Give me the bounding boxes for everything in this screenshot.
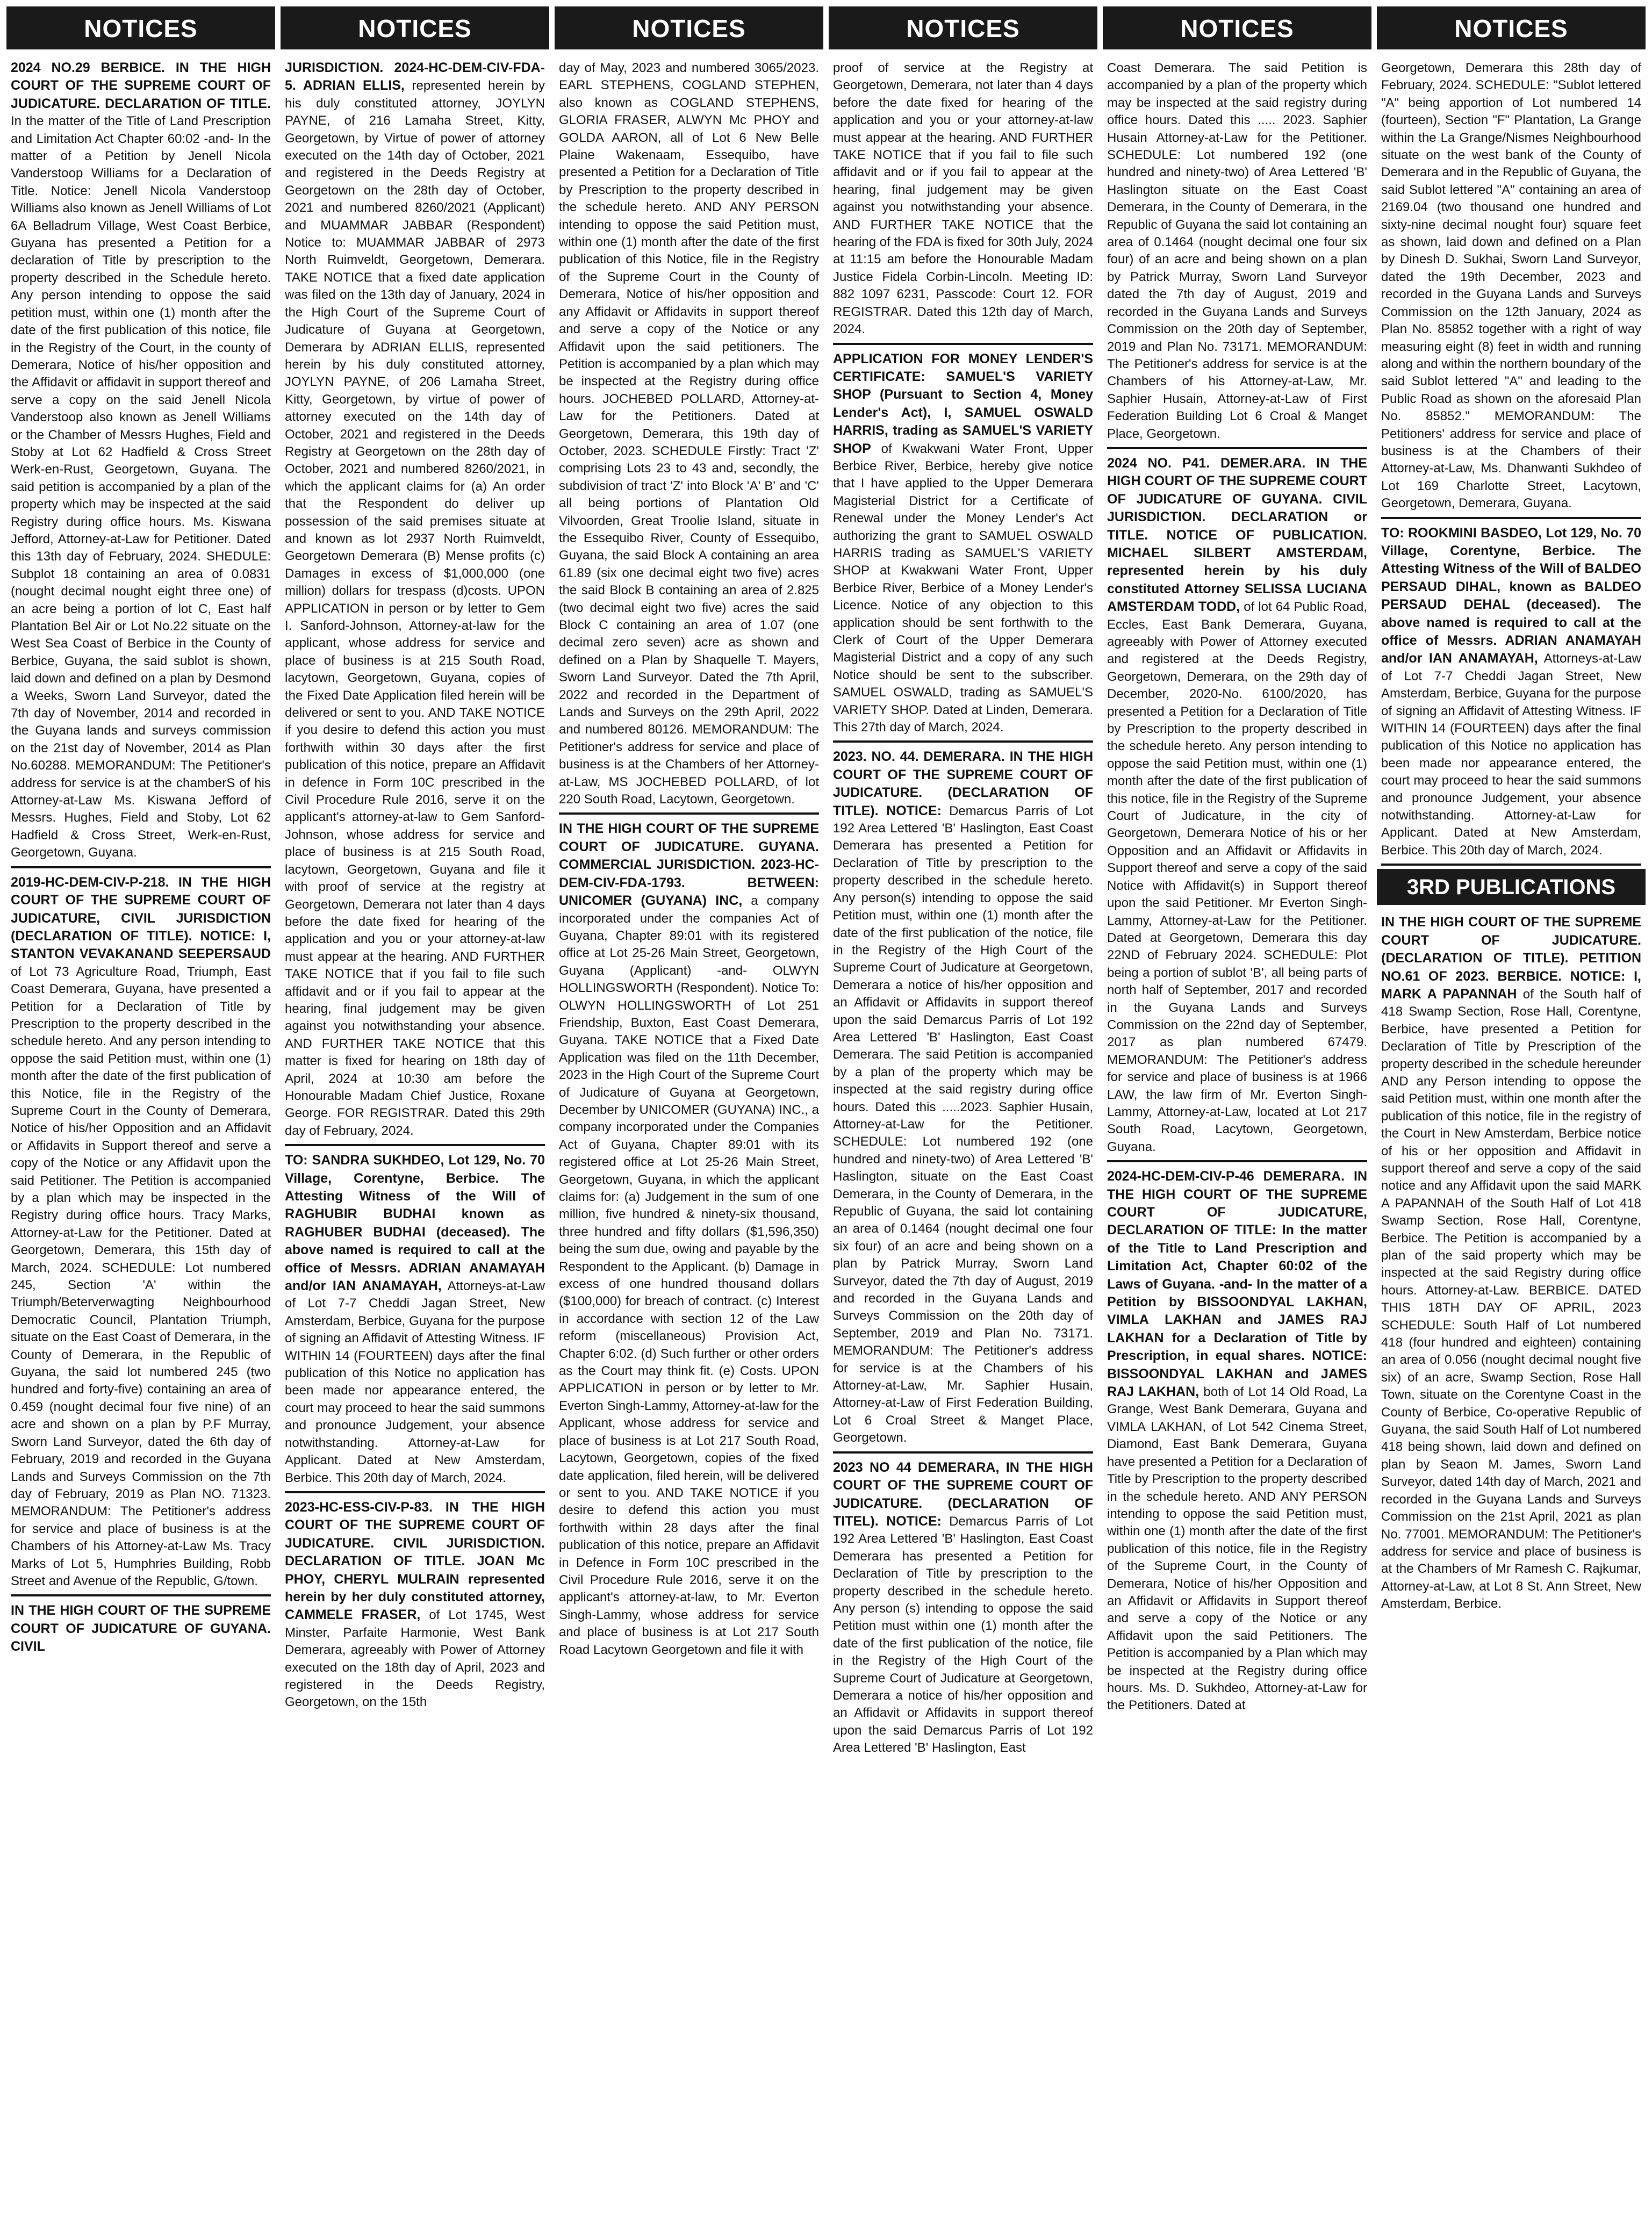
- notice: [559, 56, 819, 815]
- notice: [833, 1456, 1093, 1761]
- notice: [11, 56, 271, 868]
- notice-body: Georgetown, Demerara this 28th day of February, 2024. SCHEDULE: "Sublot lettered "A" being apportion of Lot numbered 14 (fourteen), Section "F" Plantation, La Grange within the La Grange/Nismes Neighbourhood situate on the west bank of the County of Demerara and in the Republic of Guyana, the said Sublot lettered "A" containing an area of 2169.04 (two thousand one hundred and sixty-nine decimal nought four) square feet as shown, laid down and defined on a Plan by Dinesh D. Sukhai, Sworn Land Surveyor, dated the 19th December, 2023 and recorded in the Guyana Lands and Surveys Commission on the 12th January, 2024 as Plan No. 85852 together with a right of way measuring eight (8) feet in width and running along and within the northern boundary of the said Sublot lettered "A" and leading to the Public Road as shown on the aforesaid Plan No. 85852." MEMORANDUM: The Petitioners' address for service and place of business is at the Chambers of their Attorney-at-Law, Ms. Dhanwanti Sukhdeo of Lot 169 Charlotte Street, Lacytown, Georgetown, Demerara, Guyana.: [1381, 61, 1641, 511]
- notice: [1107, 1164, 1367, 1719]
- notice-heading: 2024 NO. P41. DEMER.ARA. IN THE HIGH COURT OF THE SUPREME COURT OF JUDICATURE OF GUYANA. CIVIL JURISDICTION. DECLARATION or TITLE. NOTICE OF PUBLICATION. MICHAEL SILBERT AMSTERDAM, represented herein by his duly constituted Attorney SELISSA LUCIANA AMSTERDAM TODD,: [1107, 455, 1367, 615]
- column-header: NOTICES: [1377, 6, 1646, 49]
- column-3: [555, 6, 823, 2223]
- notice: [285, 56, 545, 1146]
- notice-body: of Lot 1745, West Minster, Parfaite Harmonie, West Bank Demerara, agreeably with Power of Attorney executed on the 18th day of April, 2023 and registered in the Deeds Registry, Georgetown, on the 15th: [285, 1608, 545, 1710]
- notice-body: both of Lot 14 Old Road, La Grange, West Bank Demerara, Guyana and VIMLA LAKHAN, of Lot 542 Cinema Street, Diamond, East Bank Demerara, Guyana have presented a Petition for a Declaration of Title by Prescription to the property described in the schedule hereto. AND ANY PERSON intending to oppose the said Petition must, within one (1) month after the date of the first publication of this notice, file in the Registry of the Supreme Court, in the County of Demerara, Notice of his/her Opposition and an Affidavit or Affidavits in Support thereof and serve a copy of the Notice or any Affidavit upon the said Petitioners. The Petition is accompanied by a Plan which may be inspected at the Registry during office hours. Ms. D. Sukhdeo, Attorney-at-Law for the Petitioners. Dated at: [1107, 1385, 1367, 1713]
- column-body: [281, 49, 549, 2223]
- column-body: [1377, 49, 1646, 2223]
- column-body: [1103, 49, 1371, 2223]
- notice: [1107, 56, 1367, 449]
- notice-heading: IN THE HIGH COURT OF THE SUPREME COURT OF JUDICATURE. (DECLARATION OF TITLE). PETITION NO.61 OF 2023. BERBICE. NOTICE: I, MARK A PAPANNAH: [1381, 915, 1641, 1002]
- notice-heading: TO: SANDRA SUKHDEO, Lot 129, No. 70 Village, Corentyne, Berbice. The Attesting Witness of the Will of RAGHUBIR BUDHAI known as RAGHUBER BUDHAI (deceased). The above named is required to call at the office of Messrs. ADRIAN ANAMAYAH and/or IAN ANAMAYAH,: [285, 1153, 545, 1294]
- notice-body: of Lot 73 Agriculture Road, Triumph, East Coast Demerara, Guyana, have presented a Petition for a Declaration of Title by Prescription to the property described in the schedule hereto. And any person intending to oppose the said Petition must, within one (1) month after the date of the first publication of this Notice, file in the Registry of the Supreme Court in the County of Demerara, Notice of his/her Opposition and an Affidavit or Affidavits in Support thereof and serve a copy of the Notice or any Affidavit upon the said Petitioner. The Petition is accompanied by a plan which may be inspected in the Registry during office hours. Tracy Marks, Attorney-at-Law for the Petitioner. Dated at Georgetown, Demerara, this 15th day of March, 2024. SCHEDULE: Lot numbered 245, Section 'A' within the Triumph/Beterverwagting Neighbourhood Democratic Council, Plantation Triumph, situate on the East Coast of Demerara, in the County of Demerara, in the Republic of Guyana, the said lot numbered 245 (two hundred and forty-five) containing an area of 0.459 (nought decimal four five nine) of an acre and shown on a plan by P.F Murray, Sworn Land Surveyor, dated the 6th day of February, 2019 and recorded in the Guyana Lands and Surveys Commission on the 7th day of February, 2019 as Plan NO. 71323. MEMORANDUM: The Petitioner's address for service and place of business is at the Chambers of his Attorney-at-Law Ms. Tracy Marks of Lot 5, Humphries Building, Robb Street and Avenue of the Republic, G/town.: [11, 964, 271, 1588]
- notice-heading: IN THE HIGH COURT OF THE SUPREME COURT OF JUDICATURE. GUYANA. COMMERCIAL JURISDICTION. 2023-HC-DEM-CIV-FDA-1793. BETWEEN: UNICOMER (GUYANA) INC,: [559, 821, 819, 909]
- notice-body: represented herein by his duly constituted attorney, JOYLYN PAYNE, of 216 Lamaha Street, Kitty, Georgetown, by Virtue of power of attorney executed on the 14th day of October, 2021 and registered in the Deeds Registry at Georgetown on the 28th day of October, 2021 and numbered 8260/2021 (Applicant) and MUAMMAR JABBAR (Respondent) Notice to: MUAMMAR JABBAR of 2973 North Ruimveldt, Georgetown, Demerara. TAKE NOTICE that a fixed date application was filed on the 13th day of January, 2024 in the High Court of the Supreme Court of Judicature of Guyana at Georgetown, Demerara by ADRIAN ELLIS, represented herein by his duly constituted attorney, JOYLYN PAYNE, of 206 Lamaha Street, Kitty, Georgetown, by virtue of power of attorney executed on the 14th day of October, 2021 and registered in the Deeds Registry at Georgetown on the 28th day of October, 2021 and numbered 8260/2021, in which the applicant claims for (a) An order that the Respondent do deliver up possession of the said premises situate at and known as lot 2937 North Ruimveldt, Georgetown Demerara (B) Mense profits (c) Damages in excess of $1,000,000 (one million) dollars for trespass (d)costs. UPON APPLICATION in person or by letter to Gem I. Sanford-Johnson, Attorney-at-law for the applicant, whose address for service and place of business is at 215 South Road, lacytown, Georgetown, Guyana, copies of the Fixed Date Application filed herein will be delivered or sent to you. AND TAKE NOTICE if you desire to defend this action you must forthwith within 30 days after the first publication of this notice, prepare an Affidavit in defence in Form 10C prescribed in the Civil Procedure Rule 2016, serve it on the applicant's attorney-at-law to Gem Sanford-Johnson, whose address for service and place of business is at 215 South Road, lacytown, Georgetown, Guyana and file it with proof of service at the registry at Georgetown, Demerara not later than 4 days before the date fixed for hearing of the application and you or your attorney-at-law must appear at the hearing. AND FURTHER TAKE NOTICE that if you fail to file such affidavit and or if you fail to appear at the hearing, final judgement may be given against you notwithstanding your absence. AND FURTHER TAKE NOTICE that this matter is fixed for hearing on 18th day of April, 2024 at 10:30 am before the Honourable Madam Chief Justice, Roxane George. FOR REGISTRAR. Dated this 29th day of February, 2024.: [285, 78, 545, 1138]
- notice-body: of the South half of 418 Swamp Section, Rose Hall, Corentyne, Berbice, have presented a Petition for Declaration of Title by Prescription of the property described in the schedule hereunder AND any Person intending to oppose the said Petition must, within one month after the publication of this notice, file in the registry of the Court in New Amsterdam, Berbice notice of his or her opposition and Affidavit in support thereof and serve a copy of the said notice and any Affidavit upon the said MARK A PAPANNAH of the South Half of Lot 418 Swamp Section, Rose Hall, Corentyne, Berbice. The Petition is accompanied by a plan of the said property which may be inspected at the said Registry during office hours. Attorney-at-Law. BERBICE. DATED THIS 18TH DAY OF APRIL, 2023 SCHEDULE: South Half of Lot numbered 418 (four hundred and eighteen) containing an area of 0.056 (nought decimal nought five six) of an acre, Swamp Section, Rose Hall Town, situate on the Corentyne Coast in the County of Berbice, Co-operative Republic of Guyana, the said South Half of Lot numbered 418 being shown, laid down and defined on plan by Seaon M. James, Sworn Land Surveyor, dated 14th day of March, 2021 and recorded in the Guyana Lands and Surveys Commission on the 21st April, 2021 as plan No. 77001. MEMORANDUM: The Petitioner's address for service and place of business is at the Chambers of Mr Ramesh C. Rajkumar, Attorney-at-Law, at Lot 8 St. Ann Street, New Amsterdam, Berbice.: [1381, 987, 1642, 1612]
- column-5: [1103, 6, 1371, 2223]
- notice-heading: 2024 NO.29 BERBICE. IN THE HIGH COURT OF THE SUPREME COURT OF JUDICATURE. DECLARATION OF TITLE.: [11, 60, 271, 111]
- notice: [1381, 56, 1641, 519]
- notice-heading: 2024-HC-DEM-CIV-P-46 DEMERARA. IN THE HIGH COURT OF THE SUPREME COURT OF JUDICATURE, DECLARATION OF TITLE: In the matter of the Title to Land Prescription and Limitation Act, Chapter 60:02 of the Laws of Guyana. -and- In the matter of a Petition by BISSOONDYAL LAKHAN, VIMLA LAKHAN and JAMES RAJ LAKHAN for a Declaration of Title by Prescription, in equal shares. NOTICE: BISSOONDYAL LAKHAN and JAMES RAJ LAKHAN,: [1107, 1169, 1367, 1400]
- column-header: NOTICES: [6, 6, 275, 49]
- column-header: NOTICES: [281, 6, 549, 49]
- notice-body: proof of service at the Registry at Georgetown, Demerara, not later than 4 days before the date fixed for hearing of the application and you or your attorney-at-law must appear at the hearing. AND FURTHER TAKE NOTICE that if you fail to file such affidavit and or if you fail to appear at the hearing, final judgement may be given against you notwithstanding your absence. AND FURTHER TAKE NOTICE that the hearing of the FDA is fixed for 30th July, 2024 at 11:15 am before the Honourable Madam Justice Fidela Corbin-Lincoln. Meeting ID: 882 1097 6231, Passcode: Court 12. FOR REGISTRAR. Dated this 12th day of March, 2024.: [833, 61, 1093, 337]
- notice-body: Demarcus Parris of Lot 192 Area Lettered 'B' Haslington, East Coast Demerara has presented a Petition for Declaration of Title by prescription to the property described in the schedule hereto. Any person(s) intending to oppose the said Petition must, within one (1) month after the date of the first publication of the notice, file in the Registry of the High Court of the Supreme Court of Judicature at Georgetown, Demerara a notice of his/her opposition and an Affidavit or Affidavits in support thereof upon the said Demarcus Parris of Lot 192 Area Lettered 'B' Haslington, East Coast Demerara. The said Petition is accompanied by a plan of the property which may be inspected at the said registry during office hours. Dated this .....2023. Saphier Husain, Attorney-at-Law for the Petitioner. SCHEDULE: Lot numbered 192 (one hundred and ninety-two) of Area Lettered 'B' Haslington, situate on the East Coast Demerara, in the County of Demerara, in the Republic of Guyana, the said lot containing an area of 0.1464 (nought decimal one four six four) of an acre and being shown on a plan by Patrick Murray, Sworn Land Surveyor, dated the 7th day of August, 2019 and recorded in the Guyana Lands and Surveys Commission on the 20th day of September, 2019 and Plan No. 73171. MEMORANDUM: The Petitioner's address for service is at the Chambers of his Attorney-at-Law, Mr. Saphier Husain, Attorney-at-Law of First Federation Building, Lot 6 Croal Street & Manget Place, Georgetown.: [833, 803, 1093, 1445]
- notice-heading: JURISDICTION. 2024-HC-DEM-CIV-FDA-5. ADRIAN ELLIS,: [285, 60, 545, 93]
- column-header: NOTICES: [1103, 6, 1371, 49]
- column-header: NOTICES: [555, 6, 823, 49]
- notice: [1381, 910, 1641, 1617]
- notice-heading: APPLICATION FOR MONEY LENDER'S CERTIFICATE: SAMUEL'S VARIETY SHOP (Pursuant to Section 4, Money Lender's Act), I, SAMUEL OSWALD HARRIS, trading as SAMUEL'S VARIETY SHOP: [833, 351, 1093, 456]
- notice-heading: 2023. NO. 44. DEMERARA. IN THE HIGH COURT OF THE SUPREME COURT OF JUDICATURE. (DECLARATION OF TITLE). NOTICE:: [833, 749, 1093, 818]
- notice-body: Attorneys-at-Law of Lot 7-7 Cheddi Jagan Street, New Amsterdam, Berbice, Guyana for the purpose of signing an Affidavit of Attesting Witness. IF WITHIN 14 (FOURTEEN) days after the final publication of this Notice no application has been made nor appearance entered, the court may proceed to hear the said summons and pronounce Judgement, your absence notwithstanding. Attorney-at-Law for Applicant. Dated at New Amsterdam, Berbice. This 20th day of March, 2024.: [1381, 651, 1642, 858]
- notice-body: Attorneys-at-Law of Lot 7-7 Cheddi Jagan Street, New Amsterdam, Berbice, Guyana for the purpose of signing an Affidavit of Attesting Witness. IF WITHIN 14 (FOURTEEN) days after the final publication of this Notice no application has been made nor appearance entered, the court may proceed to hear the said summons and pronounce Judgement, your absence notwithstanding. Attorney-at-Law for Applicant. Dated at New Amsterdam, Berbice. This 20th day of March, 2024.: [285, 1279, 545, 1485]
- notice: [1107, 451, 1367, 1162]
- section-subheader: 3RD PUBLICATIONS: [1377, 869, 1646, 905]
- notice-body: Demarcus Parris of Lot 192 Area Lettered 'B' Haslington, East Coast Demerara has presented a Petition for Declaration of Title by prescription to the property described in the schedule hereto. Any person (s) intending to oppose the said Petition must within one (1) month after the date of the first publication of the notice, file in the Registry of the High Court of the Supreme Court of Judicature at Georgetown, Demerara a notice of his/her opposition and an Affidavit or Affidavits in support thereof upon the said Demarcus Parris of Lot 192 Area Lettered 'B' Haslington, East: [833, 1514, 1093, 1756]
- column-2: [281, 6, 549, 2223]
- notice-heading: IN THE HIGH COURT OF THE SUPREME COURT OF JUDICATURE OF GUYANA. CIVIL: [11, 1603, 271, 1654]
- notice-body: of Kwakwani Water Front, Upper Berbice River, Berbice, hereby give notice that I have applied to the Upper Demerara Magisterial District for a Certificate of Renewal under the Money Lender's Act authorizing the grant to SAMUEL OSWALD HARRIS trading as SAMUEL'S VARIETY SHOP at Kwakwani Water Front, Upper Berbice River, Berbice of a Money Lender's Licence. Notice of any objection to this application should be sent forthwith to the Clerk of Court of the Upper Demerara Magisterial District and a copy of any such Notice should be sent to the subscriber. SAMUEL OSWALD, trading as SAMUEL'S VARIETY SHOP. Dated at Linden, Demerara. This 27th day of March, 2024.: [833, 441, 1093, 735]
- column-header: NOTICES: [829, 6, 1097, 49]
- notice: [559, 817, 819, 1663]
- notice-body: day of May, 2023 and numbered 3065/2023. EARL STEPHENS, COGLAND STEPHEN, also known as COGLAND STEPHENS, GLORIA FRASER, ALWYN Mc PHOY and GOLDA AARON, all of Lot 6 New Belle Plaine Wakenaam, Essequibo, have presented a Petition for a Declaration of Title by Prescription to the property described in the schedule hereto. AND ANY PERSON intending to oppose the said Petition must, within one (1) month after the date of the first publication of this Notice, file in the Registry of the Supreme Court in the County of Demerara, Notice of his/her opposition and any Affidavit or Affidavits in support thereof and serve a copy of the Notice or any Affidavit upon the said petitioners. The Petition is accompanied by a plan which may be inspected at the Registry during office hours. JOCHEBED POLLARD, Attorney-at-Law for the Petitioners. Dated at Georgetown, Demerara, this 19th day of October, 2023. SCHEDULE Firstly: Tract 'Z' comprising Lots 23 to 43 and, secondly, the subdivision of tract 'Z' into Block 'A' B' and 'C' all being portions of Plantation Old Vilvoorden, Great Troolie Island, situate in the Essequibo River, County of Essequibo, Guyana, the said Block A containing an area 61.89 (six one decimal eight two five) acres the said Block B containing an area of 2.825 (two decimal eight two five) acres the said Block C containing an area of 1.07 (one decimal zero seven) acre as shown and defined on a Plan by Shaquelle T. Mayers, Sworn Land Surveyor. Dated the 7th April, 2022 and recorded in the Department of Lands and Surveys on the 29th April, 2022 and numbered 80126. MEMORANDUM: The Petitioner's address for service and place of business is at the Chambers of her Attorney-at-Law, MS JOCHEBED POLLARD, of lot 220 South Road, Lacytown, Georgetown.: [559, 61, 819, 807]
- column-body: [555, 49, 823, 2223]
- column-1: [6, 6, 275, 2223]
- notice-heading: 2023 NO 44 DEMERARA, IN THE HIGH COURT OF THE SUPREME COURT OF JUDICATURE. (DECLARATION OF TITEL). NOTICE:: [833, 1459, 1093, 1529]
- column-4: [829, 6, 1097, 2223]
- notice: [11, 1599, 271, 1660]
- notice-body: In the matter of the Title of Land Prescription and Limitation Act Chapter 60:02 -and- In the matter of a Petition by Jenell Nicola Vanderstoop Williams for a Declaration of Title. Notice: Jenell Nicola Vanderstoop Williams also known as Jenell Williams of Lot 6A Belladrum Village, West Coast Berbice, Guyana has presented a Petition for a declaration of Title by prescription to the property described in the Schedule hereto. Any person intending to oppose the said petition must, within one (1) month after the date of the first publication of this notice, file in the Registry of the Court, in the county of Demerara, Notice of his/her opposition and the Affidavit or affidavit in support thereof and serve a copy on the said Jenell Nicola Vanderstoop also known as Jenell Williams or the Chamber of Messrs Hughes, Field and Stoby at Lot 62 Hadfield & Cross Street Werk-en-Rust, Georgetown, Guyana. The said petition is accompanied by a plan of the property which may be inspected at the said Registry during office hours. Ms. Kiswana Jefford, Attorney-at-Law for Petitioner. Dated this 13th day of February, 2024. SHEDULE: Subplot 18 containing an area of 0.0831 (nought decimal nought eight three one) of an acre being a portion of lot C, East half Plantation Bel Air or Lot No.22 situate on the West Sea Coast of Berbice in the County of Berbice, Guyana, the said sublot is shown, laid down and defined on a plan by Desmond a Weeks, Sworn Land Surveyor, dated the 7th day of November, 2014 and recorded in the Guyana lands and surveys commission on the 21st day of November, 2014 as Plan No.60288. MEMORANDUM: The Petitioner's address for service is at the chamberS of his Attorney-at-Law Ms. Kiswana Jefford of Messrs. Hughes, Field and Stoby, Lot 62 Hadfield & Cross Street, Werk-en-Rust, Georgetown, Guyana.: [11, 114, 271, 860]
- column-body: [829, 49, 1097, 2223]
- notice: [285, 1495, 545, 1716]
- notice: [1381, 521, 1641, 866]
- notice-heading: 2019-HC-DEM-CIV-P-218. IN THE HIGH COURT OF THE SUPREME COURT OF JUDICATURE, CIVIL JURISDICTION (DECLARATION OF TITLE). NOTICE: I, STANTON VEVAKANAND SEEPERSAUD: [11, 874, 271, 962]
- notice-body: a company incorporated under the companies Act of Guyana, Chapter 89:01 with its registered office at Lot 25-26 Main Street, Georgetown, Guyana (Applicant) -and- OLWYN HOLLINGSWORTH (Respondent). Notice To: OLWYN HOLLINGSWORTH of Lot 251 Friendship, Buxton, East Coast Demerara, Guyana. TAKE NOTICE that a Fixed Date Application was filed on the 11th December, 2023 in the High Court of the Supreme Court of Judicature of Guyana at Georgetown, December by UNICOMER (GUYANA) INC., a company incorporated under the Companies Act of Guyana, Chapter 89:01 with its registered office at Lot 25-26 Main Street, Georgetown, Guyana, in which the applicant claims for: (a) Judgement in the sum of one million, five hundred & ninety-six thousand, three hundred and fifty dollars ($1,596,350) being the sum due, owing and payable by the Respondent to the Applicant. (b) Damage in excess of one hundred thousand dollars ($100,000) for breach of contract. (c) Interest in accordance with section 12 of the Law reform (miscellaneous) Provision Act, Chapter 6:02. (d) Such further or other orders as the Court may think fit. (e) Costs. UPON APPLICATION in person or by letter to Mr. Everton Singh-Lammy, Attorney-at-law for the Applicant, whose address for service and place of business is at Lot 217 South Road, Lacytown, Georgetown, copies of the fixed date application, filed herein, will be delivered or sent to you. AND TAKE NOTICE if you desire to defend this action you must forthwith within 28 days after the final publication of this notice, prepare an Affidavit in Defence in Form 10C prescribed in the Civil Procedure Rule 2016, serve it on the applicant's attorney-at-law, to Mr. Everton Singh-Lammy, whose address for service and place of business is at Lot 217 South Road Lacytown Georgetown and file it with: [559, 894, 819, 1657]
- notice: [833, 347, 1093, 743]
- notice-heading: TO: ROOKMINI BASDEO, Lot 129, No. 70 Village, Corentyne, Berbice. The Attesting Witness of the Will of BALDEO PERSAUD DIHAL, known as BALDEO PERSAUD DEHAL (deceased). The above named is required to call at the office of Messrs. ADRIAN ANAMAYAH and/or IAN ANAMAYAH,: [1381, 525, 1641, 666]
- notice-body: Coast Demerara. The said Petition is accompanied by a plan of the property which may be inspected at the said registry during office hours. Dated this ..... 2023. Saphier Husain Attorney-at-Law for the Petitioner. SCHEDULE: Lot numbered 192 (one hundred and ninety-two) of Area Lettered 'B' Haslington situate on the East Coast Demerara, in the County of Demerara, in the Republic of Guyana the said lot containing an area of 0.1464 (nought decimal one four six four) of an acre and being shown on a plan by Patrick Murray, Sworn Land Surveyor dated the 7th day of August, 2019 and recorded in the Guyana Lands and Surveys Commission on the 20th day of September, 2019 and Plan No. 73171. MEMORANDUM: The Petitioner's address for service is at the Chambers of his Attorney-at-Law, Mr. Saphier Husain, Attorney-at-Law of First Federation Building Lot 6 Croal & Manget Place, Georgetown.: [1107, 61, 1367, 441]
- column-body: [6, 49, 275, 2223]
- notice: [11, 871, 271, 1597]
- notice: [833, 56, 1093, 345]
- notice: [833, 745, 1093, 1453]
- column-6: [1377, 6, 1646, 2223]
- notice-heading: 2023-HC-ESS-CIV-P-83. IN THE HIGH COURT OF THE SUPREME COURT OF JUDICATURE. CIVIL JURISDICTION. DECLARATION OF TITLE. JOAN Mc PHOY, CHERYL MULRAIN represented herein by her duly constituted attorney, CAMMELE FRASER,: [285, 1499, 545, 1623]
- notice: [285, 1148, 545, 1493]
- notice-body: of lot 64 Public Road, Eccles, East Bank Demerara, Guyana, agreeably with Power of Attorney executed and registered at the Deeds Registry, Georgetown, Demerara, on the 29th day of December, 2020-No. 6100/2020, has presented a Petition for a Declaration of Title by Prescription to the property described in the schedule hereto. Any person intending to oppose the said Petition must, within one (1) month after the date of the first publication of this notice, file in the Registry of the Supreme Court of Judicature, in the city of Georgetown, Demerara Notice of his or her Opposition and an Affidavit or Affidavits in Support thereof and serve a copy of the said Notice with Affidavit(s) in Support thereof upon the said Petitioner. Mr Everton Singh-Lammy, Attorney-at-Law for the Petitioner. Dated at Georgetown, Demerara this day 22ND of February 2024. SCHEDULE: Plot being a portion of sublot 'B', all being parts of north half of September, 2017 and recorded in the Guyana Lands and Surveys Commission on the 22nd day of September, 2017 as plan numbered 67479. MEMORANDUM: The Petitioner's address for service and place of business is at 1966 LAW, the law firm of Mr. Everton Singh-Lammy, Attorney-at-Law, located at Lot 217 South Road, Lacytown, Georgetown, Guyana.: [1107, 600, 1368, 1154]
